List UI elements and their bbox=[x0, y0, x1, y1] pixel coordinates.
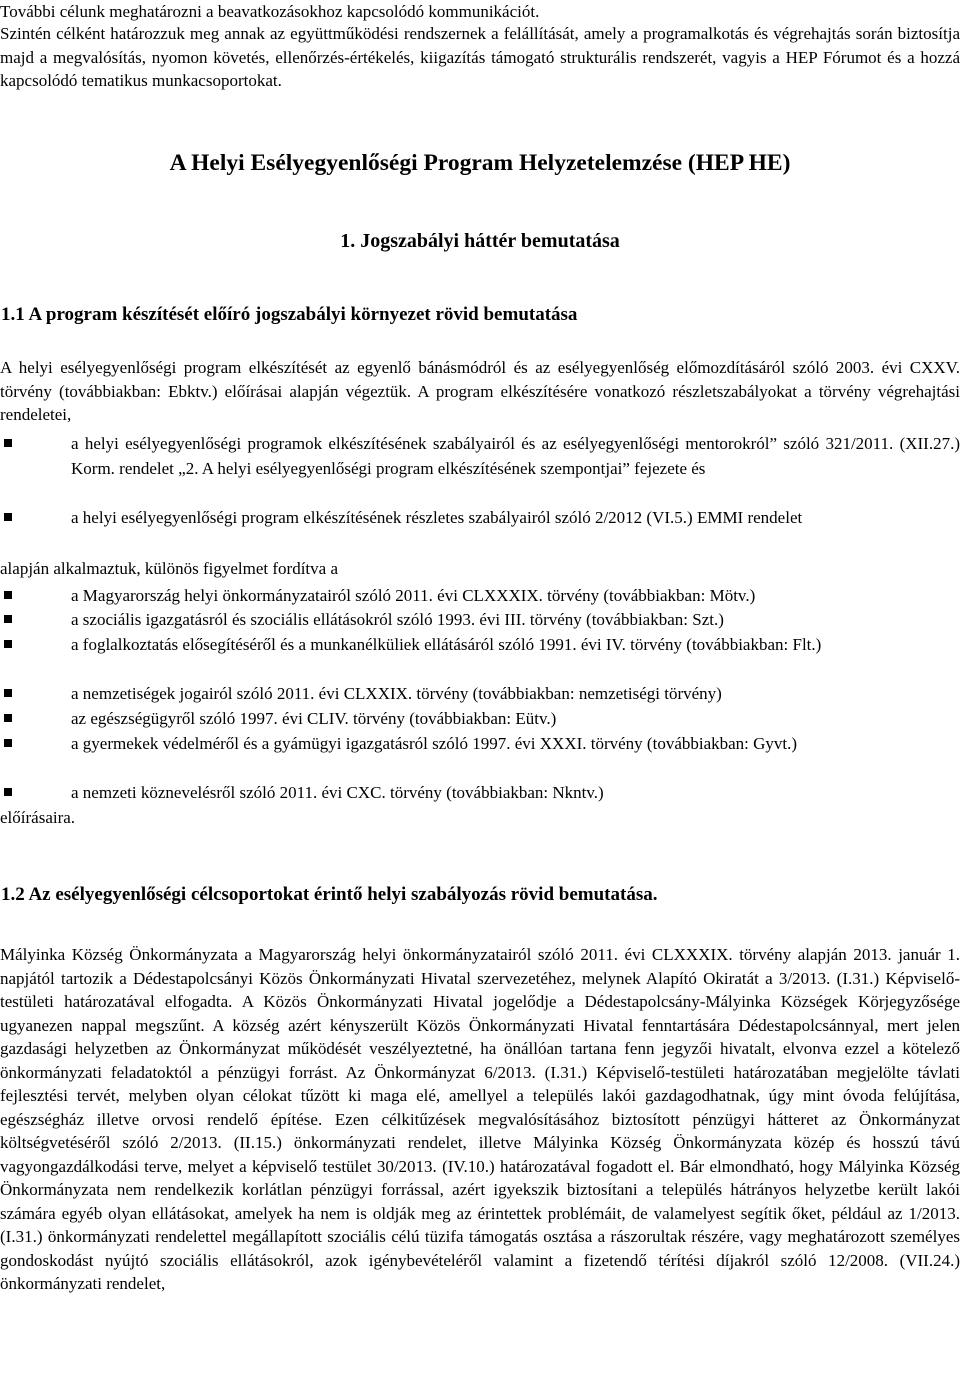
square-bullet-icon bbox=[4, 439, 12, 447]
square-bullet-icon bbox=[4, 591, 12, 599]
list-item-text: a helyi esélyegyenlőségi program elkészítésének részletes szabályairól szóló 2/2012 (VI.5.) EMMI rendelet bbox=[71, 508, 803, 527]
list-intro-text: alapján alkalmaztuk, különös figyelmet fordítva a bbox=[0, 559, 338, 578]
list-item-text: az egészségügyről szóló 1997. évi CLIV. törvény (továbbiakban: Eütv.) bbox=[71, 709, 557, 728]
square-bullet-icon bbox=[4, 739, 12, 747]
subsection-1-2-title: 1.2 Az esélyegyenlőségi célcsoportokat érintő helyi szabályozás rövid bemutatása. bbox=[1, 884, 658, 905]
intro-line: További célunk meghatározni a beavatkozásokhoz kapcsolódó kommunikációt. bbox=[0, 2, 540, 21]
list-item-text: a Magyarország helyi önkormányzatairól szóló 2011. évi CLXXXIX. törvény (továbbiakban: Mötv.) bbox=[71, 586, 756, 605]
list-item-text: a nemzetiségek jogairól szóló 2011. évi CLXXIX. törvény (továbbiakban: nemzetiségi törvény) bbox=[71, 684, 722, 703]
intro-paragraph: Szintén célként határozzuk meg annak az együttműködési rendszernek a felállítását, amely a programalkotás és végrehajtás során biztosítja majd a megvalósítás, nyomon követés, ellenőrzés-értékelés, kiigazítás támogató strukturális rendszerét, vagyis a HEP Fórumot és a hozzá kapcsolódó tematikus munkacsoportokat. bbox=[0, 24, 960, 90]
square-bullet-icon bbox=[4, 788, 12, 796]
square-bullet-icon bbox=[4, 640, 12, 648]
list-item-text: a nemzeti köznevelésről szóló 2011. évi CXC. törvény (továbbiakban: Nkntv.) bbox=[71, 783, 604, 802]
square-bullet-icon bbox=[4, 513, 12, 521]
square-bullet-icon bbox=[4, 615, 12, 623]
list-end-text: előírásaira. bbox=[0, 808, 76, 827]
list-item-text: a szociális igazgatásról és szociális ellátásokról szóló 1993. évi III. törvény (továbbiakban: Szt.) bbox=[71, 610, 724, 629]
subsection-1-1-title: 1.1 A program készítését előíró jogszabályi környezet rövid bemutatása bbox=[1, 304, 578, 325]
list-item-text: a helyi esélyegyenlőségi programok elkészítésének szabályairól és az esélyegyenlőségi mentorokról” szóló 321/2011. (XII.27.) Korm. rendelet „2. A helyi esélyegyenlőségi program elkészítésének szempontjai” fejezete és bbox=[71, 434, 960, 478]
square-bullet-icon bbox=[4, 714, 12, 722]
local-regulation-paragraph: Mályinka Község Önkormányzata a Magyarország helyi önkormányzatairól szóló 2011. évi CLXXXIX. törvény alapján 2013. január 1. napjától tartozik a Dédestapolcsányi Közös Önkormányzati Hivatal szervezetéhez, melynek Alapító Okiratát a 3/2013. (I.31.) Képviselő-testületi határozatával elfogadta. A Közös Önkormányzati Hivatal jogelődje a Dédestapolcsány-Mályinka Községek Körjegyzősége ugyanezen nappal megszűnt. A község azért kényszerült Közös Önkormányzati Hivatal fenntartására Dédestapolcsánnyal, mert jelen gazdasági helyzetben az Önkormányzat működését veszélyeztetné, ha önállóan tartana fenn jegyzői hivatalt, elvonva ezzel a kötelező önkormányzati feladatoktól a pénzügyi forrást. Az Önkormányzat 6/2013. (I.31.) Képviselő-testületi határozatában megjelölte távlati fejlesztési tervét, melyben olyan célokat tűzött ki maga elé, amellyel a település lakói gazdagodhatnak, úgy mint óvoda felújítása, egészségház illetve orvosi rendelő építése. Ezen célkitűzések megvalósításához biztosított pénzügyi hátteret az Önkormányzat költségvetéséről szóló 2/2013. (II.15.) önkormányzati rendelet, illetve Mályinka Község Önkormányzata közép és hosszú távú vagyongazdálkodási terve, melyet a képviselő testület 30/2013. (IV.10.) határozatával fogadott el. Bár elmondható, hogy Mályinka Község Önkormányzata nem rendelkezik korlátlan pénzügyi forrással, azért igyekszik biztosítani a település hátrányos helyzetbe került lakói számára egyéb olyan ellátásokat, amelyek ha nem is oldják meg az érintettek problémáit, de valamelyest segítik őket, például az 1/2013. (I.31.) önkormányzati rendelettel megállapított szociális célú tüzifa támogatás osztása a rászorultak részére, vagy meghatározott személyes gondoskodást nyújtó szociális ellátásokról, azok igénybevételéről valamint a fizetendő térítési díjakról szóló 12/2008. (VII.24.) önkormányzati rendelet, bbox=[0, 945, 960, 1293]
list-item-text: a foglalkoztatás elősegítéséről és a munkanélküliek ellátásáról szóló 1991. évi IV. törvény (továbbiakban: Flt.) bbox=[71, 635, 822, 654]
square-bullet-icon bbox=[4, 689, 12, 697]
list-item-text: a gyermekek védelméről és a gyámügyi igazgatásról szóló 1997. évi XXXI. törvény (továbbiakban: Gyvt.) bbox=[71, 734, 798, 753]
main-title: A Helyi Esélyegyenlőségi Program Helyzetelemzése (HEP HE) bbox=[169, 150, 791, 176]
legal-paragraph: A helyi esélyegyenlőségi program elkészítését az egyenlő bánásmódról és az esélyegyenlőség előmozdításáról szóló 2003. évi CXXV. törvény (továbbiakban: Ebktv.) előírásai alapján végeztük. A program elkészítésére vonatkozó részletszabályokat a törvény végrehajtási rendeletei, bbox=[0, 358, 960, 424]
section-title: 1. Jogszabályi háttér bemutatása bbox=[340, 230, 620, 252]
